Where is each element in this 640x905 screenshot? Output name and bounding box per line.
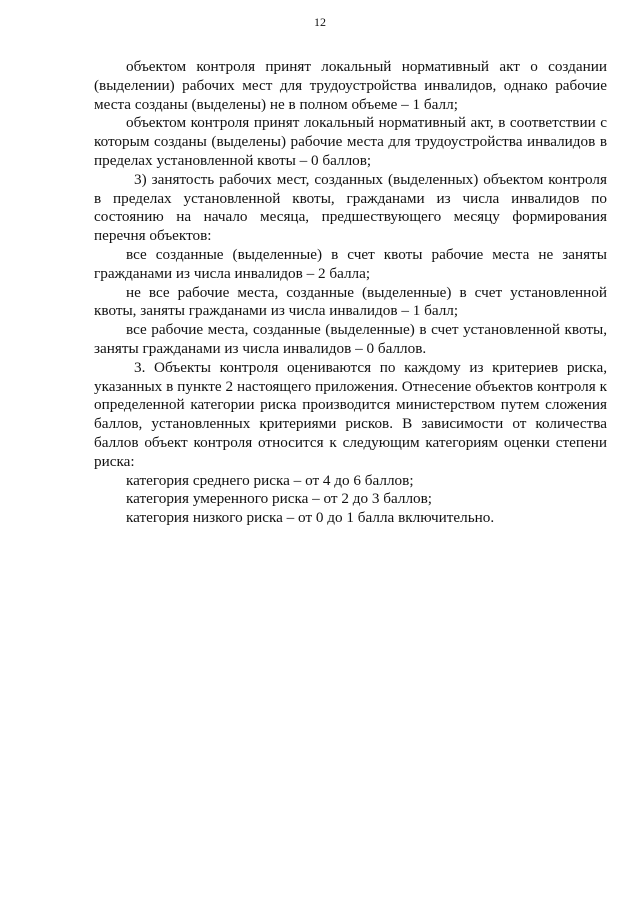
paragraph-full-quota: объектом контроля принят локальный нормативный акт, в соответствии с которым созданы (выделены) рабочие места для трудоустройства инвалидов в пределах установленной квоты – 0 баллов; xyxy=(94,114,607,169)
paragraph-all-occupied: все рабочие места, созданные (выделенные) в счет установленной квоты, заняты гражданами из числа инвалидов – 0 баллов. xyxy=(94,321,607,357)
paragraph-criterion-3: 3) занятость рабочих мест, созданных (выделенных) объектом контроля в пределах установленной квоты, гражданами из числа инвалидов по состоянию на начало месяца, предшествующего месяцу формирования перечня объектов: xyxy=(94,170,607,245)
paragraph-partial-quota: объектом контроля принят локальный нормативный акт о создании (выделении) рабочих мест для трудоустройства инвалидов, однако рабочие места созданы (выделены) не в полном объеме – 1 балл; xyxy=(94,58,607,113)
paragraph-none-occupied: все созданные (выделенные) в счет квоты рабочие места не заняты гражданами из числа инвалидов – 2 балла; xyxy=(94,245,607,282)
risk-category-moderate: категория умеренного риска – от 2 до 3 баллов; xyxy=(126,490,433,508)
risk-category-medium: категория среднего риска – от 4 до 6 баллов; xyxy=(126,471,414,489)
document-body xyxy=(94,58,607,528)
paragraph-partly-occupied: не все рабочие места, созданные (выделенные) в счет установленной квоты, заняты гражданами из числа инвалидов – 1 балл; xyxy=(94,283,607,320)
risk-category-low: категория низкого риска – от 0 до 1 балла включительно. xyxy=(126,509,495,527)
paragraph-section-3: 3. Объекты контроля оцениваются по каждому из критериев риска, указанных в пункте 2 настоящего приложения. Отнесение объектов контроля к определенной категории риска производится министерством путем сложения баллов, установленных критериями рисков. В зависимости от количества баллов объект контроля относится к следующим категориям оценки степени риска: xyxy=(94,358,607,470)
page-number: 12 xyxy=(314,15,326,29)
